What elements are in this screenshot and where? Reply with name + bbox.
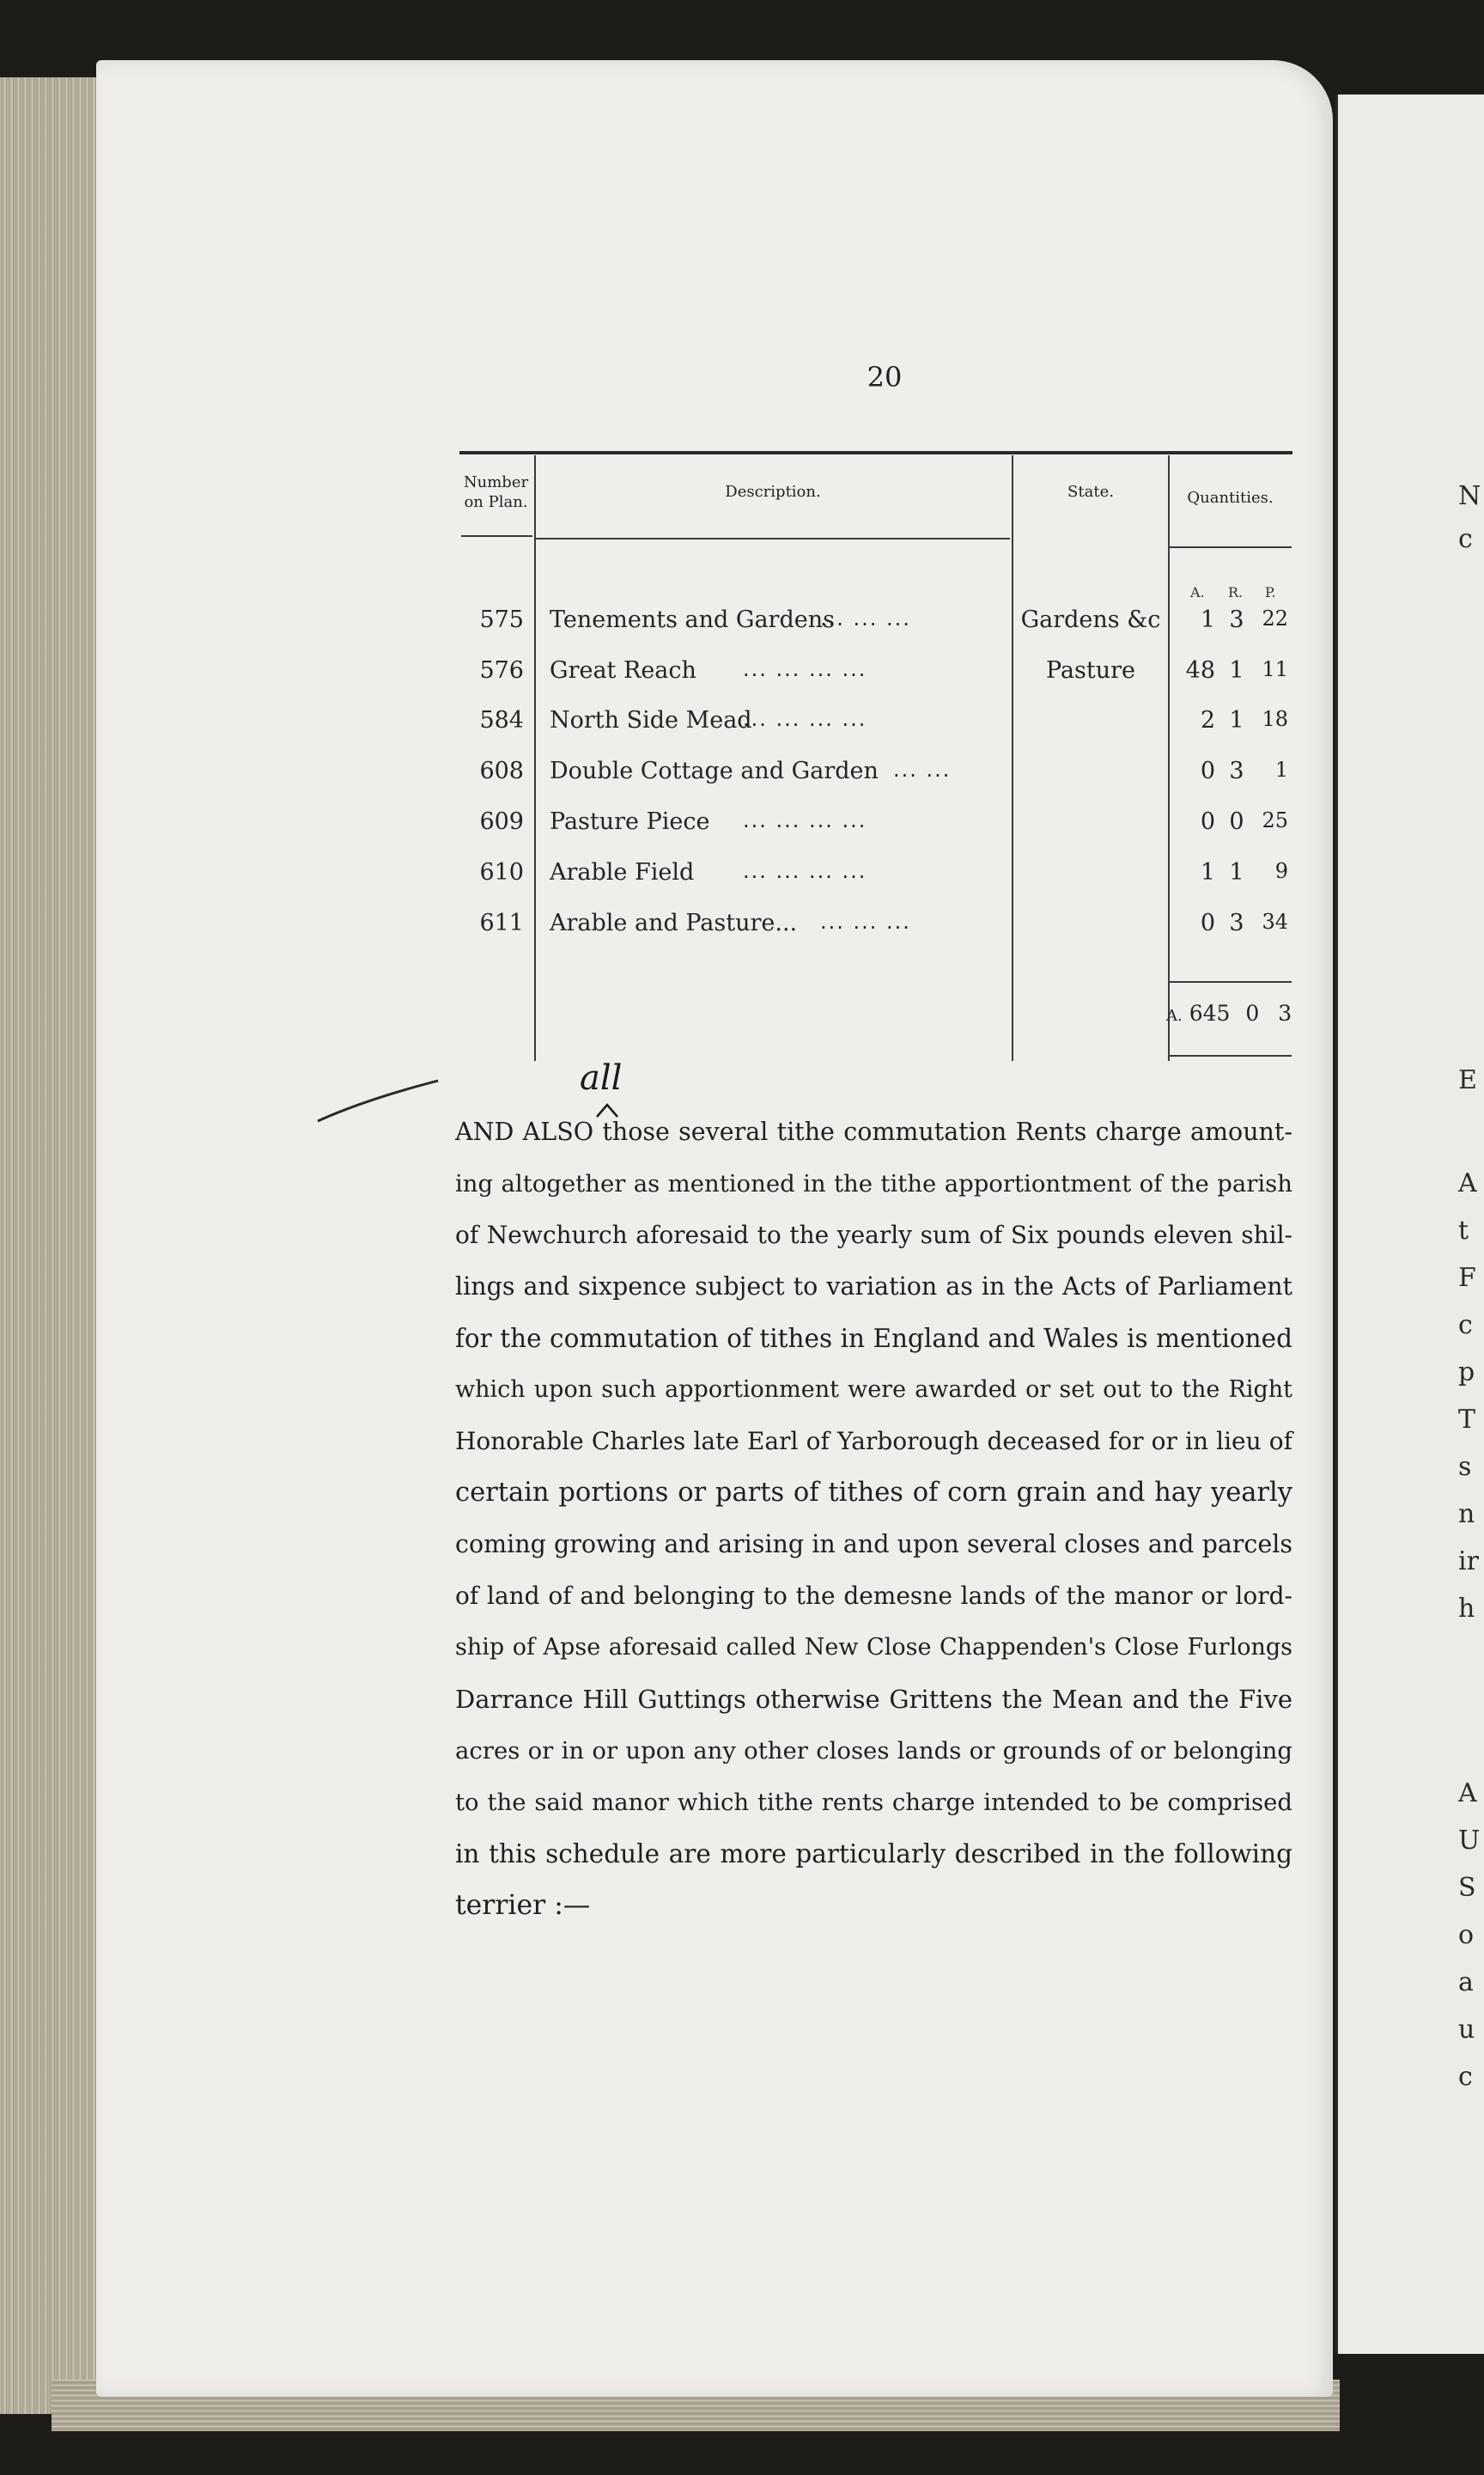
qty-perches: 9 [1274, 859, 1288, 883]
header-underline [536, 538, 1010, 540]
plan-number: 576 [479, 657, 524, 684]
row-description: Arable and Pasture... [550, 910, 798, 936]
text-line: Honorable Charles late Earl of Yarborough deceased for or in lieu of [455, 1427, 1292, 1455]
qty-acres: 1 [1200, 859, 1215, 886]
qty-roods: 3 [1229, 758, 1244, 784]
next-page-fragment: c [1458, 524, 1473, 554]
qty-acres: 0 [1200, 910, 1215, 936]
next-page-fragment: A [1458, 1778, 1477, 1808]
table-row [459, 910, 1301, 953]
next-page-fragment: n [1458, 1499, 1475, 1529]
qty-roods: 1 [1229, 707, 1244, 734]
next-page [1335, 94, 1484, 2354]
leader-dots: ... ... ... ... [743, 859, 867, 883]
next-page-fragment: s [1458, 1452, 1472, 1482]
text-line: ship of Apse aforesaid called New Close Chappenden's Close Furlongs [455, 1634, 1292, 1661]
next-page-fragment: N [1458, 481, 1481, 511]
header-state: State. [1067, 483, 1114, 501]
row-description: Double Cottage and Garden [550, 758, 879, 784]
qty-acres: 48 [1185, 657, 1215, 684]
table-top-rule [459, 451, 1292, 454]
text-line: terrier :— [455, 1890, 591, 1921]
total-underline [1170, 1055, 1292, 1057]
plan-number: 611 [479, 910, 524, 936]
next-page-fragment: a [1458, 1967, 1474, 1997]
leader-dots: ... ... [893, 758, 952, 782]
table-row [459, 808, 1301, 851]
total-row [1166, 1001, 1292, 1026]
leader-dots: ... ... ... ... [743, 808, 867, 832]
qty-perches: 18 [1262, 707, 1288, 731]
plan-number: 610 [479, 859, 524, 886]
next-page-fragment: u [1458, 2015, 1475, 2045]
qty-roods: 3 [1229, 910, 1244, 936]
plan-number: 584 [479, 707, 524, 734]
row-description: Arable Field [550, 859, 695, 886]
text-line: ing altogether as mentioned in the tithe apportiontment of the parish [455, 1170, 1292, 1198]
header-underline [1170, 546, 1292, 548]
next-page-fragment: p [1458, 1357, 1475, 1387]
body-paragraph [455, 1106, 1292, 1931]
total-roods: 0 [1245, 1001, 1260, 1026]
handwritten-annotation: all [580, 1058, 623, 1098]
row-state: Gardens &c [1020, 607, 1161, 633]
qty-acres: 0 [1200, 808, 1215, 835]
leader-dots: ... ... ... [820, 607, 911, 631]
text-line: AND ALSO those several tithe commutation Rents charge amount- [455, 1118, 1292, 1146]
text-line: coming growing and arising in and upon several closes and parcels [455, 1530, 1292, 1558]
text-line: lings and sixpence subject to variation as in the Acts of Parliament [455, 1272, 1292, 1301]
margin-pencil-stroke [313, 1074, 442, 1125]
qty-perches: 25 [1262, 808, 1288, 832]
header-quantities: Quantities. [1187, 489, 1274, 507]
qty-acres: 1 [1200, 607, 1215, 633]
next-page-fragment: S [1458, 1873, 1476, 1903]
qty-acres: 0 [1200, 758, 1215, 784]
row-description: Tenements and Gardens [550, 607, 835, 633]
next-page-fragment: t [1458, 1216, 1469, 1246]
next-page-fragment: F [1458, 1263, 1476, 1293]
unit-acres: A. [1190, 584, 1205, 600]
text-line: acres or in or upon any other closes lands or grounds of or belonging [455, 1737, 1292, 1765]
qty-roods: 1 [1229, 859, 1244, 886]
text-line: Darrance Hill Guttings otherwise Grittens the Mean and the Five [455, 1685, 1292, 1714]
unit-perches: P. [1265, 584, 1276, 600]
text-line: to the said manor which tithe rents charge intended to be comprised [455, 1789, 1292, 1816]
text-line: certain portions or parts of tithes of corn grain and hay yearly [455, 1478, 1292, 1508]
table-row [459, 859, 1301, 902]
text-line: for the commutation of tithes in England and Wales is mentioned [455, 1324, 1292, 1353]
plan-number: 608 [479, 758, 524, 784]
table-row [459, 657, 1301, 700]
text-line: in this schedule are more particularly described in the following [455, 1839, 1292, 1868]
header-number-line2: on Plan. [464, 493, 528, 511]
qty-acres: 2 [1200, 707, 1215, 734]
plan-number: 575 [479, 607, 524, 633]
total-acres: 645 [1189, 1001, 1231, 1026]
leader-dots: ... ... ... ... [743, 707, 867, 731]
row-description: North Side Mead [550, 707, 752, 734]
leader-dots: ... ... ... [820, 910, 911, 934]
header-number-line1: Number [463, 473, 529, 491]
qty-perches: 22 [1262, 607, 1288, 631]
qty-perches: 11 [1262, 657, 1288, 681]
next-page-fragment: A [1458, 1168, 1477, 1198]
next-page-fragment: c [1458, 1310, 1473, 1340]
row-description: Pasture Piece [550, 808, 710, 835]
total-perches: 3 [1278, 1001, 1292, 1026]
next-page-fragment: c [1458, 2062, 1473, 2092]
total-prefix: A. [1166, 1007, 1183, 1025]
text-line: of land of and belonging to the demesne lands of the manor or lord- [455, 1582, 1292, 1610]
plan-number: 609 [479, 808, 524, 835]
unit-roods: R. [1228, 584, 1244, 600]
qty-roods: 1 [1229, 657, 1244, 684]
qty-roods: 0 [1229, 808, 1244, 835]
row-description: Great Reach [550, 657, 696, 684]
next-page-fragment: T [1458, 1405, 1476, 1435]
book-page-edges [0, 77, 112, 2414]
next-page-fragment: h [1458, 1594, 1475, 1624]
qty-perches: 1 [1274, 758, 1288, 782]
next-page-fragment: E [1458, 1065, 1477, 1095]
next-page-fragment: o [1458, 1920, 1475, 1950]
table-row [459, 607, 1301, 649]
text-line: of Newchurch aforesaid to the yearly sum of Six pounds eleven shil- [455, 1221, 1292, 1249]
next-page-fragment: U [1458, 1826, 1481, 1856]
page-number: 20 [867, 361, 903, 393]
header-description: Description. [725, 483, 821, 501]
next-page-fragment: ir [1458, 1546, 1479, 1576]
table-row [459, 707, 1301, 750]
header-underline [461, 535, 532, 537]
text-line: which upon such apportionment were awarded or set out to the Right [455, 1376, 1292, 1403]
total-rule [1170, 981, 1292, 983]
table-row [459, 758, 1301, 801]
leader-dots: ... ... ... ... [743, 657, 867, 681]
qty-roods: 3 [1229, 607, 1244, 633]
qty-perches: 34 [1262, 910, 1288, 934]
row-state: Pasture [1045, 657, 1136, 684]
header-number-on-plan [459, 472, 532, 512]
